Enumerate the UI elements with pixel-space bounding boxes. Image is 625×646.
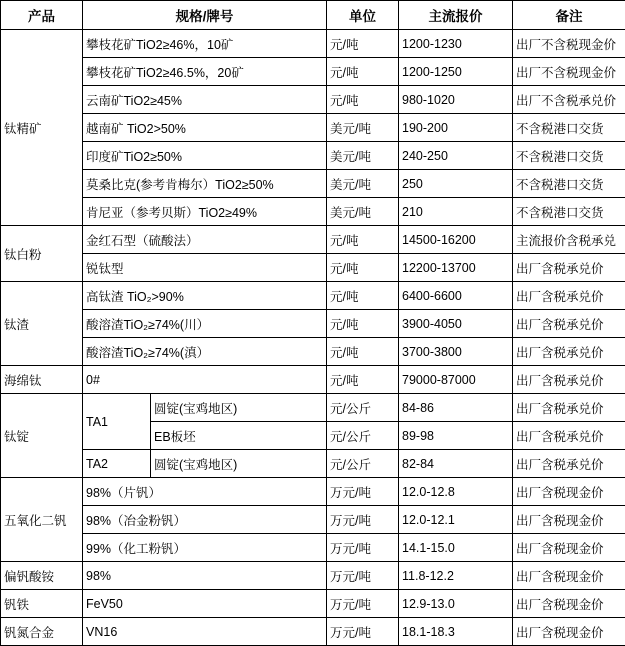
unit-cell: 万元/吨 [327, 590, 399, 618]
note-cell: 不含税港口交货 [513, 114, 625, 142]
price-cell: 18.1-18.3 [399, 618, 513, 646]
table-row [1, 450, 625, 478]
table-row [1, 366, 625, 394]
table-row [1, 58, 625, 86]
price-cell: 14.1-15.0 [399, 534, 513, 562]
table-row [1, 226, 625, 254]
product-category-cell: 钛白粉 [1, 226, 83, 282]
spec-cell: 越南矿 TiO2>50% [83, 114, 327, 142]
price-cell: 89-98 [399, 422, 513, 450]
note-cell: 出厂含税现金价 [513, 562, 625, 590]
price-cell: 12.0-12.8 [399, 478, 513, 506]
note-cell: 出厂不含税承兑价 [513, 86, 625, 114]
spec-cell: 98%（片钒） [83, 478, 327, 506]
price-cell: 12200-13700 [399, 254, 513, 282]
table-row [1, 338, 625, 366]
price-cell: 82-84 [399, 450, 513, 478]
table-row [1, 114, 625, 142]
table-header-row [1, 1, 625, 30]
note-cell: 出厂含税现金价 [513, 478, 625, 506]
price-cell: 250 [399, 170, 513, 198]
price-cell: 6400-6600 [399, 282, 513, 310]
note-cell: 不含税港口交货 [513, 142, 625, 170]
spec-cell: 高钛渣 TiO₂>90% [83, 282, 327, 310]
spec-detail-cell: 圆锭(宝鸡地区) [151, 394, 327, 422]
table-row [1, 506, 625, 534]
product-category-cell: 钒铁 [1, 590, 83, 618]
unit-cell: 万元/吨 [327, 534, 399, 562]
price-cell: 3900-4050 [399, 310, 513, 338]
unit-cell: 元/吨 [327, 226, 399, 254]
table-row [1, 310, 625, 338]
unit-cell: 元/吨 [327, 366, 399, 394]
table-row [1, 198, 625, 226]
price-cell: 12.9-13.0 [399, 590, 513, 618]
spec-cell: 印度矿TiO2≥50% [83, 142, 327, 170]
spec-cell: 99%（化工粉钒） [83, 534, 327, 562]
note-cell: 出厂含税承兑价 [513, 282, 625, 310]
price-cell: 210 [399, 198, 513, 226]
unit-cell: 元/吨 [327, 338, 399, 366]
note-cell: 不含税港口交货 [513, 170, 625, 198]
product-category-cell: 五氧化二钒 [1, 478, 83, 562]
table-row [1, 590, 625, 618]
spec-cell: 肯尼亚（参考贝斯）TiO2≥49% [83, 198, 327, 226]
price-cell: 12.0-12.1 [399, 506, 513, 534]
note-cell: 出厂含税承兑价 [513, 422, 625, 450]
unit-cell: 美元/吨 [327, 142, 399, 170]
note-cell: 出厂含税承兑价 [513, 254, 625, 282]
spec-grade-cell: TA1 [83, 394, 151, 450]
spec-cell: FeV50 [83, 590, 327, 618]
table-row [1, 86, 625, 114]
product-category-cell: 钛渣 [1, 282, 83, 366]
spec-cell: VN16 [83, 618, 327, 646]
table-row [1, 562, 625, 590]
table-header [1, 1, 625, 30]
spec-detail-cell: 圆锭(宝鸡地区) [151, 450, 327, 478]
price-cell: 84-86 [399, 394, 513, 422]
product-category-cell: 钛精矿 [1, 30, 83, 226]
price-cell: 1200-1230 [399, 30, 513, 58]
unit-cell: 美元/吨 [327, 114, 399, 142]
unit-cell: 元/吨 [327, 310, 399, 338]
unit-cell: 元/公斤 [327, 394, 399, 422]
note-cell: 出厂含税承兑价 [513, 450, 625, 478]
note-cell: 不含税港口交货 [513, 198, 625, 226]
unit-cell: 万元/吨 [327, 562, 399, 590]
product-category-cell: 海绵钛 [1, 366, 83, 394]
header-product: 产品 [1, 1, 83, 30]
price-cell: 980-1020 [399, 86, 513, 114]
header-note: 备注 [513, 1, 625, 30]
table-row [1, 618, 625, 646]
unit-cell: 元/吨 [327, 58, 399, 86]
unit-cell: 万元/吨 [327, 506, 399, 534]
price-cell: 14500-16200 [399, 226, 513, 254]
table-row [1, 170, 625, 198]
unit-cell: 元/吨 [327, 86, 399, 114]
spec-grade-cell: TA2 [83, 450, 151, 478]
table-row [1, 478, 625, 506]
table-row [1, 254, 625, 282]
unit-cell: 元/吨 [327, 282, 399, 310]
unit-cell: 美元/吨 [327, 198, 399, 226]
table-row [1, 282, 625, 310]
spec-cell: 锐钛型 [83, 254, 327, 282]
table-row [1, 142, 625, 170]
table-row [1, 30, 625, 58]
note-cell: 出厂含税现金价 [513, 506, 625, 534]
header-price: 主流报价 [399, 1, 513, 30]
price-cell: 190-200 [399, 114, 513, 142]
note-cell: 出厂含税承兑价 [513, 338, 625, 366]
header-unit: 单位 [327, 1, 399, 30]
price-cell: 240-250 [399, 142, 513, 170]
unit-cell: 元/公斤 [327, 450, 399, 478]
note-cell: 出厂含税现金价 [513, 534, 625, 562]
unit-cell: 元/公斤 [327, 422, 399, 450]
note-cell: 出厂含税承兑价 [513, 310, 625, 338]
note-cell: 出厂不含税现金价 [513, 58, 625, 86]
table-body [1, 30, 625, 646]
price-cell: 1200-1250 [399, 58, 513, 86]
note-cell: 出厂含税承兑价 [513, 394, 625, 422]
spec-cell: 酸溶渣TiO₂≥74%(川） [83, 310, 327, 338]
note-cell: 主流报价含税承兑 [513, 226, 625, 254]
spec-cell: 云南矿TiO2≥45% [83, 86, 327, 114]
price-cell: 79000-87000 [399, 366, 513, 394]
table-row [1, 534, 625, 562]
spec-cell: 酸溶渣TiO₂≥74%(滇） [83, 338, 327, 366]
product-category-cell: 钛锭 [1, 394, 83, 478]
spec-cell: 98%（冶金粉钒） [83, 506, 327, 534]
unit-cell: 万元/吨 [327, 618, 399, 646]
note-cell: 出厂含税承兑价 [513, 366, 625, 394]
spec-cell: 98% [83, 562, 327, 590]
spec-cell: 0# [83, 366, 327, 394]
spec-cell: 金红石型（硫酸法） [83, 226, 327, 254]
product-category-cell: 钒氮合金 [1, 618, 83, 646]
spec-cell: 莫桑比克(参考肯梅尔）TiO2≥50% [83, 170, 327, 198]
table-row [1, 394, 625, 422]
unit-cell: 美元/吨 [327, 170, 399, 198]
unit-cell: 万元/吨 [327, 478, 399, 506]
spec-cell: 攀枝花矿TiO2≥46.5%，20矿 [83, 58, 327, 86]
note-cell: 出厂含税现金价 [513, 590, 625, 618]
price-cell: 3700-3800 [399, 338, 513, 366]
header-spec: 规格/牌号 [83, 1, 327, 30]
spec-detail-cell: EB板坯 [151, 422, 327, 450]
note-cell: 出厂不含税现金价 [513, 30, 625, 58]
unit-cell: 元/吨 [327, 30, 399, 58]
note-cell: 出厂含税现金价 [513, 618, 625, 646]
unit-cell: 元/吨 [327, 254, 399, 282]
spec-cell: 攀枝花矿TiO2≥46%，10矿 [83, 30, 327, 58]
product-category-cell: 偏钒酸铵 [1, 562, 83, 590]
price-cell: 11.8-12.2 [399, 562, 513, 590]
